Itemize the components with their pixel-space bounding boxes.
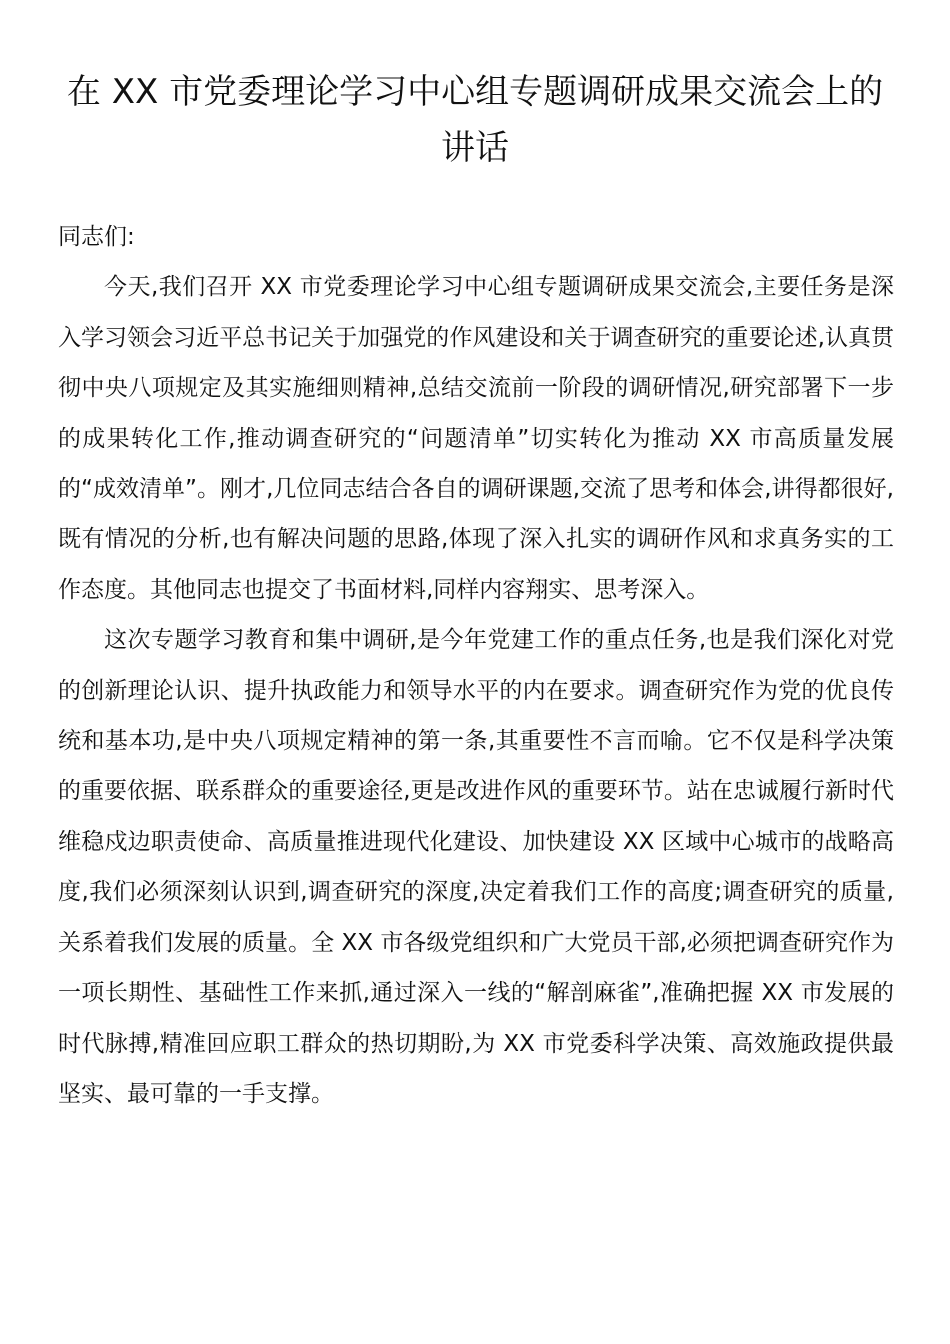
salutation: 同志们: (58, 224, 135, 250)
paragraph-2: 这次专题学习教育和集中调研,是今年党建工作的重点任务,也是我们深化对党的创新理论认识、提升执政能力和领导水平的内在要求。调查研究作为党的优良传统和基本功,是中央八项规定精神的第一条,其重要性不言而喻。它不仅是科学决策的重要依据、联系群众的重要途径,更是改进作风的重要环节。站在忠诚履行新时代维稳戍边职责使命、高质量推进现代化建设、加快建设 XX 区域中心城市的战略高度,我们必须深刻认识到,调查研究的深度,决定着我们工作的高度;调查研究的质量,关系着我们发展的质量。全 XX 市各级党组织和广大党员干部,必须把调查研究作为一项长期性、基础性工作来抓,通过深入一线的“解剖麻雀”,准确把握 XX 市发展的时代脉搏,精准回应职工群众的热切期盼,为 XX 市党委科学决策、高效施政提供最坚实、最可靠的一手支撑。 (58, 627, 894, 1107)
document-title: 在 XX 市党委理论学习中心组专题调研成果交流会上的讲话 (66, 72, 884, 168)
document-body (58, 212, 894, 1119)
paragraph-1: 今天,我们召开 XX 市党委理论学习中心组专题调研成果交流会,主要任务是深入学习领会习近平总书记关于加强党的作风建设和关于调查研究的重要论述,认真贯彻中央八项规定及其实施细则精神,总结交流前一阶段的调研情况,研究部署下一步的成果转化工作,推动调查研究的“问题清单”切实转化为推动 XX 市高质量发展的“成效清单”。刚才,几位同志结合各自的调研课题,交流了思考和体会,讲得都很好,既有情况的分析,也有解决问题的思路,体现了深入扎实的调研作风和求真务实的工作态度。其他同志也提交了书面材料,同样内容翔实、思考深入。 (58, 274, 894, 603)
